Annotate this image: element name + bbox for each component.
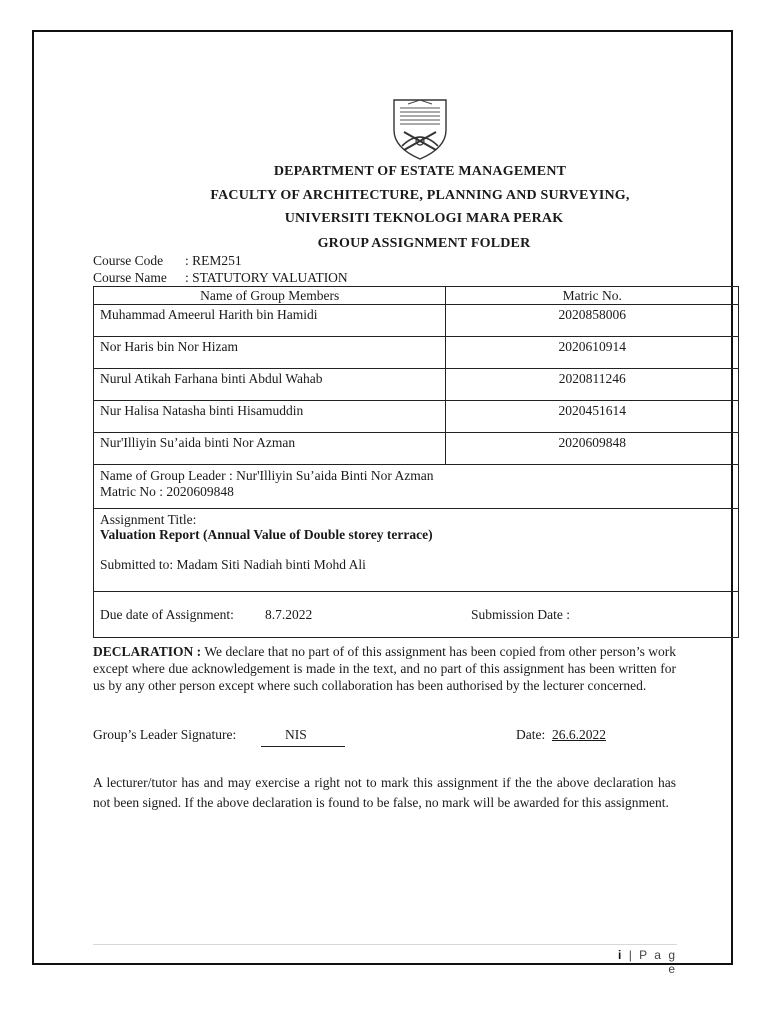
signature-date-value: 26.6.2022 <box>552 727 606 742</box>
footer-divider <box>93 944 677 945</box>
column-header-matric: Matric No. <box>446 287 739 305</box>
member-matric: 2020858006 <box>446 305 739 337</box>
leader-row <box>94 465 739 509</box>
page-label: | P a g e <box>628 948 677 976</box>
leader-signature-label: Group’s Leader Signature: <box>93 727 237 742</box>
member-matric: 2020811246 <box>446 369 739 401</box>
table-row <box>94 401 739 433</box>
submitted-to: Submitted to: Madam Siti Nadiah binti Mohd Ali <box>100 557 366 572</box>
column-header-name: Name of Group Members <box>94 287 446 305</box>
member-matric: 2020609848 <box>446 433 739 465</box>
table-row <box>94 337 739 369</box>
member-name: Muhammad Ameerul Harith bin Hamidi <box>94 305 446 337</box>
lecturer-note: A lecturer/tutor has and may exercise a right not to mark this assignment if the the above declaration has not been signed. If the above declaration is found to be false, no mark will be awarded for this assignment. <box>93 775 676 810</box>
member-name: Nurul Atikah Farhana binti Abdul Wahab <box>94 369 446 401</box>
member-matric: 2020451614 <box>446 401 739 433</box>
declaration-label: DECLARATION : <box>93 644 202 659</box>
page-number <box>610 948 677 976</box>
university-crest-icon <box>388 96 452 162</box>
university-heading: UNIVERSITI TEKNOLOGI MARA PERAK <box>284 211 564 226</box>
group-members-table <box>93 286 739 638</box>
course-name-value: : STATUTORY VALUATION <box>185 270 348 285</box>
group-leader-name: Name of Group Leader : Nur'Illiyin Su’aida Binti Nor Azman <box>100 468 434 483</box>
faculty-heading: FACULTY OF ARCHITECTURE, PLANNING AND SURVEYING, <box>210 188 630 203</box>
member-matric: 2020610914 <box>446 337 739 369</box>
assignment-title: Valuation Report (Annual Value of Double storey terrace) <box>100 527 433 542</box>
course-code-label: Course Code <box>93 253 164 268</box>
course-name-label: Course Name <box>93 270 167 285</box>
due-date-value: 8.7.2022 <box>265 606 313 622</box>
folder-heading: GROUP ASSIGNMENT FOLDER <box>317 236 531 251</box>
course-code-value: : REM251 <box>185 253 242 268</box>
department-heading: DEPARTMENT OF ESTATE MANAGEMENT <box>273 164 567 179</box>
member-name: Nur'Illiyin Su’aida binti Nor Azman <box>94 433 446 465</box>
member-name: Nur Halisa Natasha binti Hisamuddin <box>94 401 446 433</box>
group-leader-matric: Matric No : 2020609848 <box>100 484 234 499</box>
assignment-row <box>94 509 739 592</box>
course-code-line <box>93 253 242 269</box>
table-row <box>94 305 739 337</box>
due-date-label: Due date of Assignment: <box>100 606 234 622</box>
signature-row <box>93 727 693 749</box>
assignment-title-label: Assignment Title: <box>100 512 197 527</box>
declaration-paragraph <box>93 643 676 694</box>
table-row <box>94 369 739 401</box>
leader-signature-value: NIS <box>261 727 345 747</box>
submission-date-label: Submission Date : <box>471 606 571 622</box>
course-name-line <box>93 270 348 286</box>
page-number-value: i <box>618 948 624 962</box>
declaration-text: We declare that no part of of this assignment has been copied from other person’s work except where due acknowledgement is made in the text, and no part of this assignment has been written for us by any other person except where such collaboration has been authorised by the lecturer concerned. <box>93 644 676 693</box>
due-date-row <box>94 592 739 638</box>
table-row <box>94 433 739 465</box>
member-name: Nor Haris bin Nor Hizam <box>94 337 446 369</box>
signature-date-label: Date: <box>516 727 546 742</box>
